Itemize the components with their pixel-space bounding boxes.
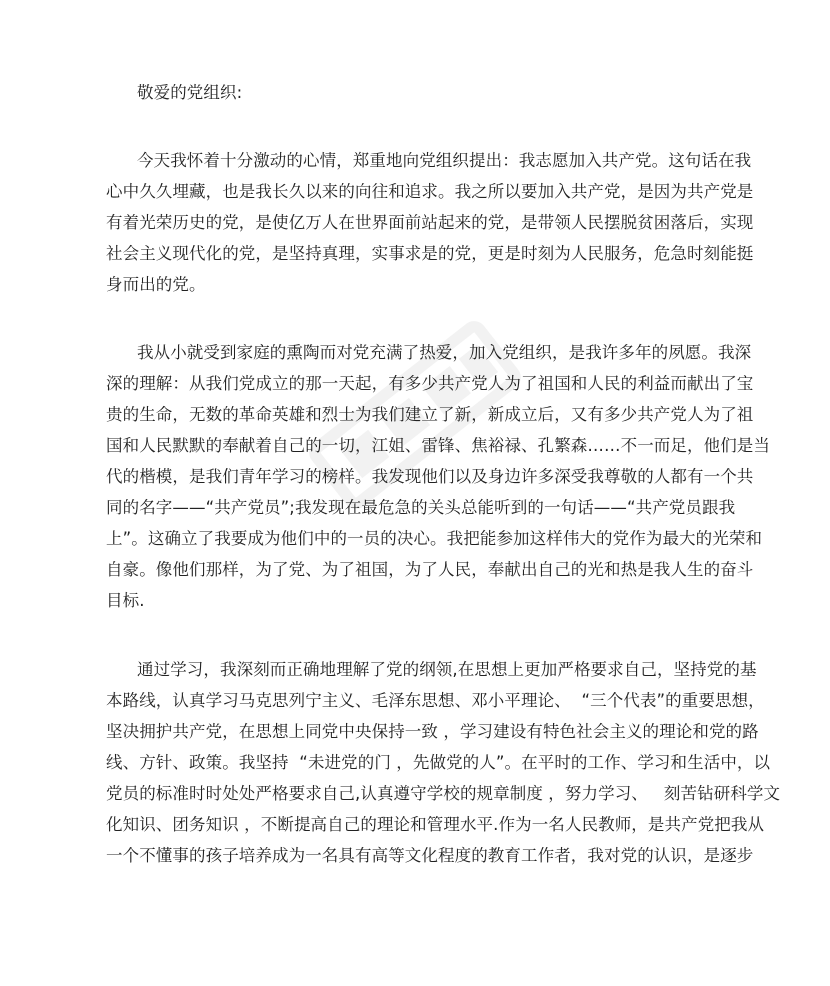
paragraph-2-line-2: 深的理解：从我们党成立的那一天起，有多少共产党人为了祖国和人民的利益而献出了宝 (106, 374, 754, 393)
paragraph-2-line-6: 同的名字——“共产党员”;我发现在最危急的关头总能听到的一句话——“共产党员跟我 (106, 498, 736, 517)
paragraph-2-line-7: 上”。这确立了我要成为他们中的一员的决心。我把能参加这样伟大的党作为最大的光荣和 (106, 529, 763, 548)
paragraph-3-line-6: 化知识、团务知识 ，不断提高自己的理论和管理水平.作为一名人民教师，是共产党把我从 (106, 815, 765, 834)
paragraph-2-line-4: 国和人民默默的奉献着自己的一切，江姐、雷锋、焦裕禄、孔繁森……不一而足，他们是当 (106, 436, 770, 455)
paragraph-1-line-1: 今天我怀着十分激动的心情，郑重地向党组织提出：我志愿加入共产党。这句话在我 (137, 151, 752, 170)
paragraph-3-line-3: 坚决拥护共产党，在思想上同党中央保持一致 ，学习建设有特色社会主义的理论和党的路 (106, 722, 759, 741)
paragraph-2-line-1: 我从小就受到家庭的熏陶而对党充满了热爱，加入党组织，是我许多年的夙愿。我深 (137, 343, 752, 362)
paragraph-1-line-4: 社会主义现代化的党，是坚持真理，实事求是的党，更是时刻为人民服务，危急时刻能挺 (106, 244, 754, 263)
paragraph-3-line-7: 一个不懂事的孩子培养成为一名具有高等文化程度的教育工作者，我对党的认识，是逐步 (106, 846, 754, 865)
paragraph-2-line-8: 自豪。像他们那样，为了党、为了祖国，为了人民，奉献出自己的光和热是我人生的奋斗 (106, 560, 754, 579)
paragraph-1-line-2: 心中久久埋藏，也是我长久以来的向往和追求。我之所以要加入共产党，是因为共产党是 (106, 182, 754, 201)
paragraph-2-line-3: 贵的生命，无数的革命英雄和烈士为我们建立了新，新成立后，又有多少共产党人为了祖 (106, 405, 754, 424)
paragraph-3-line-1: 通过学习，我深刻而正确地理解了党的纲领,在思想上更加严格要求自己，坚持党的基 (137, 660, 757, 679)
paragraph-3-line-5: 党员的标准时时处处严格要求自己,认真遵守学校的规章制度 ，努力学习、 刻苦钻研科学文 (106, 784, 781, 803)
paragraph-3-line-2: 本路线，认真学习马克思列宁主义、毛泽东思想、邓小平理论、 “三个代表”的重要思想， (106, 691, 765, 710)
paragraph-3-line-4: 线、方针、政策。我坚持 “未进党的门 ，先做党的人”。在平时的工作、学习和生活中，以 (106, 753, 771, 772)
paragraph-1-line-3: 有着光荣历史的党，是使亿万人在世界面前站起来的党，是带领人民摆脱贫困落后，实现 (106, 213, 754, 232)
salutation: 敬爱的党组织: (137, 83, 243, 102)
paragraph-1-line-5: 身而出的党。 (106, 275, 206, 294)
paragraph-2-line-5: 代的楷模，是我们青年学习的榜样。我发现他们以及身边许多深受我尊敬的人都有一个共 (106, 467, 754, 486)
paragraph-2-line-9: 目标. (106, 591, 145, 610)
